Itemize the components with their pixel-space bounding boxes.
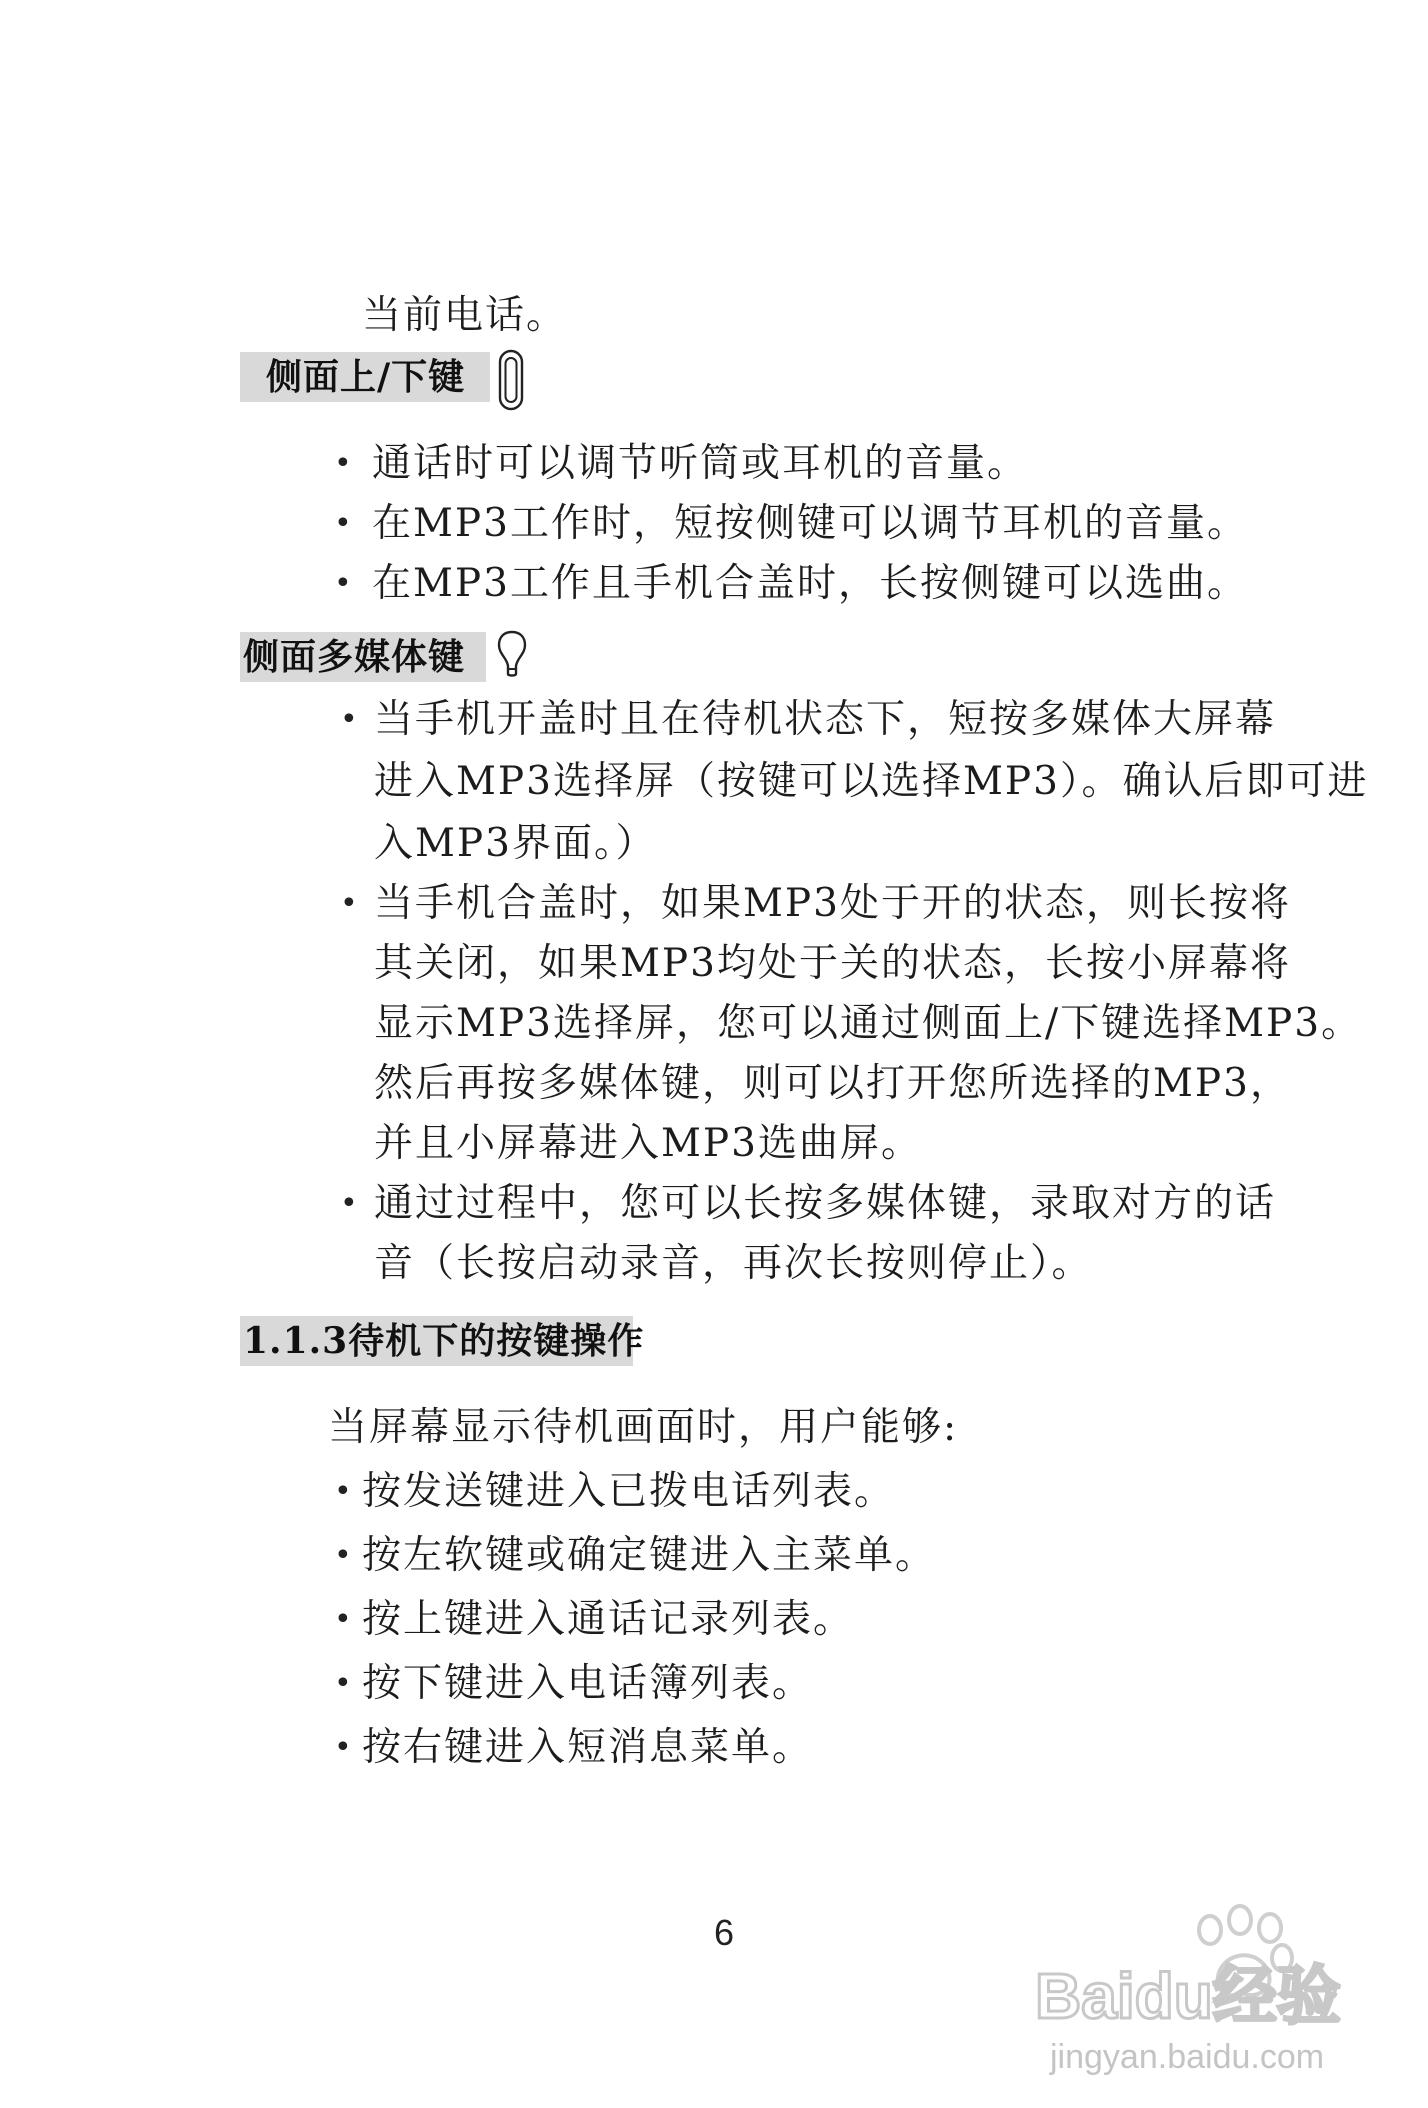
bullet-dot: • bbox=[334, 1474, 352, 1509]
standby-bullet-3: 按上键进入通话记录列表。 bbox=[362, 1597, 855, 1642]
bullet-dot: • bbox=[340, 1186, 358, 1221]
side-media-bullet-1-line-2: 进入MP3选择屏（按键可以选择MP3）。确认后即可进 bbox=[374, 759, 1369, 804]
section-title-side-updown: 侧面上/下键 bbox=[266, 356, 466, 398]
bullet-dot: • bbox=[340, 886, 358, 921]
standby-bullet-1: 按发送键进入已拨电话列表。 bbox=[362, 1469, 896, 1514]
side-media-bullet-3-line-2: 音（长按启动录音，再次长按则停止）。 bbox=[374, 1241, 1093, 1286]
baidu-jingyan-watermark bbox=[1020, 1900, 1400, 2080]
multimedia-key-icon bbox=[495, 628, 529, 680]
watermark-url: jingyan.baidu.com bbox=[1050, 2038, 1325, 2076]
side-updown-bullet-1: 通话时可以调节听筒或耳机的音量。 bbox=[372, 441, 1029, 486]
side-media-bullet-2-line-5: 并且小屏幕进入MP3选曲屏。 bbox=[374, 1121, 922, 1166]
page-number: 6 bbox=[713, 1912, 735, 1953]
standby-bullet-2: 按左软键或确定键进入主菜单。 bbox=[362, 1533, 937, 1578]
side-media-bullet-1-line-1: 当手机开盖时且在待机状态下，短按多媒体大屏幕 bbox=[374, 697, 1277, 742]
bullet-dot: • bbox=[334, 446, 352, 481]
side-up-down-key-icon bbox=[497, 349, 525, 411]
standby-bullet-4: 按下键进入电话簿列表。 bbox=[362, 1661, 814, 1706]
standby-bullet-5: 按右键进入短消息菜单。 bbox=[362, 1725, 814, 1770]
side-media-bullet-2-line-1: 当手机合盖时，如果MP3处于开的状态，则长按将 bbox=[374, 881, 1291, 926]
intro-line: 当前电话。 bbox=[362, 293, 568, 338]
bullet-dot: • bbox=[334, 1538, 352, 1573]
section-title-side-media: 侧面多媒体键 bbox=[243, 636, 466, 678]
bullet-dot: • bbox=[334, 566, 352, 601]
side-updown-bullet-3: 在MP3工作且手机合盖时，长按侧键可以选曲。 bbox=[372, 561, 1248, 606]
section-title-standby: 1.1.3待机下的按键操作 bbox=[243, 1320, 645, 1362]
bullet-dot: • bbox=[334, 506, 352, 541]
standby-intro: 当屏幕显示待机画面时，用户能够: bbox=[328, 1405, 959, 1450]
side-updown-bullet-2: 在MP3工作时，短按侧键可以调节耳机的音量。 bbox=[372, 501, 1248, 546]
side-media-bullet-3-line-1: 通过过程中，您可以长按多媒体键，录取对方的话 bbox=[374, 1181, 1277, 1226]
side-media-bullet-1-line-3: 入MP3界面。） bbox=[374, 821, 657, 866]
side-media-bullet-2-line-2: 其关闭，如果MP3均处于关的状态，长按小屏幕将 bbox=[374, 941, 1291, 986]
side-media-bullet-2-line-4: 然后再按多媒体键，则可以打开您所选择的MP3， bbox=[374, 1061, 1291, 1106]
bullet-dot: • bbox=[334, 1602, 352, 1637]
bullet-dot: • bbox=[334, 1730, 352, 1765]
bullet-dot: • bbox=[334, 1666, 352, 1701]
side-media-bullet-2-line-3: 显示MP3选择屏，您可以通过侧面上/下键选择MP3。 bbox=[374, 1001, 1363, 1046]
watermark-brand: Baidu经验 bbox=[1035, 1960, 1341, 2032]
bullet-dot: • bbox=[340, 702, 358, 737]
